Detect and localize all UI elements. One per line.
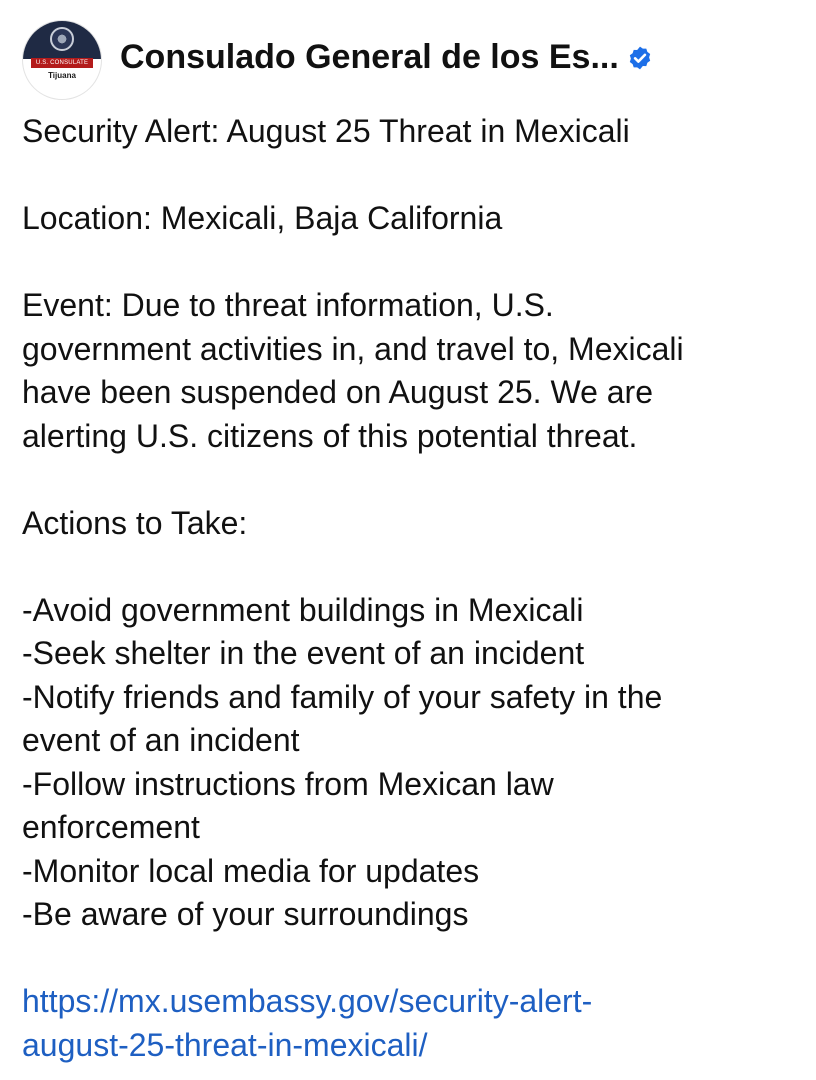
action-item: -Avoid government buildings in Mexicali <box>22 591 584 628</box>
action-item: -Notify friends and family of your safety in the <box>22 678 663 715</box>
action-item-continued: enforcement <box>22 809 200 845</box>
eagle-seal-icon <box>50 27 74 51</box>
action-item: -Follow instructions from Mexican law <box>22 765 554 802</box>
actions-heading-text: Actions to Take: <box>22 504 248 541</box>
actions-heading <box>22 502 802 546</box>
account-name[interactable]: Consulado General de los Es... <box>120 38 619 76</box>
action-item: -Monitor local media for updates <box>22 852 480 889</box>
avatar-band-text: U.S. CONSULATE <box>31 58 93 68</box>
event-line: have been suspended on August 25. We are <box>22 374 653 410</box>
post-header <box>22 20 806 100</box>
post-body <box>22 110 802 1067</box>
alert-title-text: Security Alert: August 25 Threat in Mexicali <box>22 113 630 149</box>
event-line: Event: Due to threat information, U.S. <box>22 287 554 323</box>
event-line: government activities in, and travel to, Mexicali <box>22 330 684 367</box>
alert-link-line[interactable]: https://mx.usembassy.gov/security-alert- <box>22 983 593 1019</box>
avatar-city-text: Tijuana <box>48 71 76 80</box>
action-item: -Be aware of your surroundings <box>22 896 469 932</box>
alert-link-line[interactable]: august-25-threat-in-mexicali/ <box>22 1026 428 1063</box>
verified-check-icon <box>627 45 653 71</box>
alert-link[interactable] <box>22 980 802 1067</box>
actions-list <box>22 589 802 937</box>
alert-title <box>22 110 802 154</box>
event-paragraph <box>22 284 802 458</box>
location-paragraph <box>22 197 802 241</box>
action-item: -Seek shelter in the event of an incident <box>22 635 585 671</box>
action-item-continued: event of an incident <box>22 722 300 758</box>
event-line: alerting U.S. citizens of this potential threat. <box>22 417 638 454</box>
account-avatar[interactable] <box>22 20 102 100</box>
location-text: Location: Mexicali, Baja California <box>22 200 503 236</box>
